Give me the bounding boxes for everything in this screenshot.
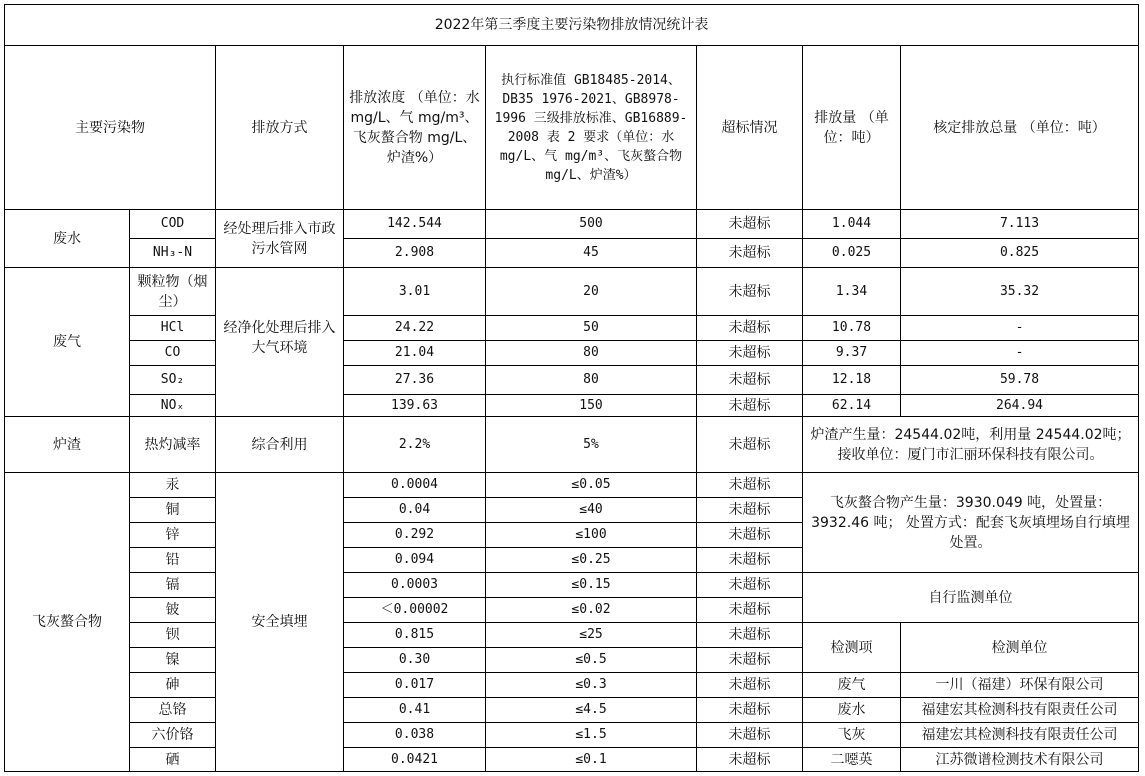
conc-cell: 0.815 — [344, 623, 486, 648]
pollutant-statistics-table — [4, 4, 1139, 772]
exceed-cell: 未超标 — [697, 523, 803, 548]
flyash-note: 飞灰螯合物产生量：3930.049 吨，处置量：3932.46 吨； 处置方式：配套飞灰填埋场自行填埋处置。 — [803, 473, 1139, 573]
amount-cell: 9.37 — [803, 341, 901, 366]
item-cell: 镍 — [130, 648, 216, 673]
std-cell: 500 — [486, 210, 697, 239]
item-cell: 砷 — [130, 673, 216, 698]
item-cell: 铍 — [130, 598, 216, 623]
total-cell: - — [901, 341, 1139, 366]
conc-cell: 0.292 — [344, 523, 486, 548]
conc-cell: 0.04 — [344, 498, 486, 523]
std-cell: 45 — [486, 239, 697, 268]
amount-cell: 10.78 — [803, 316, 901, 341]
conc-cell: ＜0.00002 — [344, 598, 486, 623]
exceed-cell: 未超标 — [697, 366, 803, 395]
item-cell: 硒 — [130, 748, 216, 772]
std-cell: ≤0.05 — [486, 473, 697, 498]
category-slag: 炉渣 — [5, 417, 130, 473]
std-cell: ≤40 — [486, 498, 697, 523]
conc-cell: 139.63 — [344, 395, 486, 417]
item-cell: 镉 — [130, 573, 216, 598]
item-cell: 六价铬 — [130, 723, 216, 748]
item-cell: 钡 — [130, 623, 216, 648]
exceed-cell: 未超标 — [697, 417, 803, 473]
conc-cell: 142.544 — [344, 210, 486, 239]
header-exceed: 超标情况 — [697, 46, 803, 210]
amount-cell: 1.34 — [803, 268, 901, 316]
slag-note: 炉渣产生量：24544.02吨，利用量 24544.02吨；接收单位：厦门市汇丽环保科技有限公司。 — [803, 417, 1139, 473]
exceed-cell: 未超标 — [697, 648, 803, 673]
method-flyash: 安全填埋 — [216, 473, 344, 772]
conc-cell: 0.41 — [344, 698, 486, 723]
category-wastewater: 废水 — [5, 210, 130, 268]
conc-cell: 0.30 — [344, 648, 486, 673]
method-slag: 综合利用 — [216, 417, 344, 473]
method-wastewater: 经处理后排入市政污水管网 — [216, 210, 344, 268]
table-row — [5, 723, 1139, 748]
category-exhaust: 废气 — [5, 268, 130, 417]
exceed-cell: 未超标 — [697, 573, 803, 598]
std-cell: ≤0.5 — [486, 648, 697, 673]
item-cell: 锌 — [130, 523, 216, 548]
header-method: 排放方式 — [216, 46, 344, 210]
table-row — [5, 623, 1139, 648]
std-cell: 80 — [486, 341, 697, 366]
method-exhaust: 经净化处理后排入大气环境 — [216, 268, 344, 417]
monitoring-unit: 江苏微谱检测技术有限公司 — [901, 748, 1139, 772]
table-row — [5, 573, 1139, 598]
exceed-cell: 未超标 — [697, 210, 803, 239]
item-cell: HCl — [130, 316, 216, 341]
exceed-cell: 未超标 — [697, 748, 803, 772]
std-cell: ≤4.5 — [486, 698, 697, 723]
conc-cell: 21.04 — [344, 341, 486, 366]
table-row — [5, 673, 1139, 698]
monitoring-unit: 一川（福建）环保有限公司 — [901, 673, 1139, 698]
table-row — [5, 395, 1139, 417]
conc-cell: 2.908 — [344, 239, 486, 268]
item-cell: 铜 — [130, 498, 216, 523]
header-pollutant: 主要污染物 — [5, 46, 216, 210]
table-row — [5, 417, 1139, 473]
exceed-cell: 未超标 — [697, 598, 803, 623]
monitoring-col-unit: 检测单位 — [901, 623, 1139, 673]
total-cell: 35.32 — [901, 268, 1139, 316]
conc-cell: 0.0004 — [344, 473, 486, 498]
header-amount: 排放量 （单位：吨） — [803, 46, 901, 210]
conc-cell: 0.0421 — [344, 748, 486, 772]
total-cell: 7.113 — [901, 210, 1139, 239]
std-cell: 5% — [486, 417, 697, 473]
total-cell: 0.825 — [901, 239, 1139, 268]
monitoring-item: 废水 — [803, 698, 901, 723]
conc-cell: 24.22 — [344, 316, 486, 341]
monitoring-col-item: 检测项 — [803, 623, 901, 673]
total-cell: 264.94 — [901, 395, 1139, 417]
table-row — [5, 366, 1139, 395]
item-cell: 热灼减率 — [130, 417, 216, 473]
exceed-cell: 未超标 — [697, 698, 803, 723]
std-cell: ≤0.15 — [486, 573, 697, 598]
conc-cell: 0.094 — [344, 548, 486, 573]
table-row — [5, 698, 1139, 723]
table-title: 2022年第三季度主要污染物排放情况统计表 — [5, 5, 1139, 46]
std-cell: ≤1.5 — [486, 723, 697, 748]
exceed-cell: 未超标 — [697, 239, 803, 268]
item-cell: 铅 — [130, 548, 216, 573]
exceed-cell: 未超标 — [697, 673, 803, 698]
amount-cell: 0.025 — [803, 239, 901, 268]
exceed-cell: 未超标 — [697, 548, 803, 573]
table-row — [5, 473, 1139, 498]
amount-cell: 62.14 — [803, 395, 901, 417]
item-cell: NH₃-N — [130, 239, 216, 268]
monitoring-unit: 福建宏其检测科技有限责任公司 — [901, 698, 1139, 723]
table-row — [5, 748, 1139, 772]
std-cell: 50 — [486, 316, 697, 341]
total-cell: 59.78 — [901, 366, 1139, 395]
monitoring-title: 自行监测单位 — [803, 573, 1139, 623]
std-cell: ≤100 — [486, 523, 697, 548]
exceed-cell: 未超标 — [697, 498, 803, 523]
item-cell: COD — [130, 210, 216, 239]
std-cell: ≤0.25 — [486, 548, 697, 573]
header-concentration: 排放浓度 （单位：水 mg/L、气 mg/m³、飞灰螯合物 mg/L、炉渣%） — [344, 46, 486, 210]
conc-cell: 0.017 — [344, 673, 486, 698]
exceed-cell: 未超标 — [697, 723, 803, 748]
item-cell: 总铬 — [130, 698, 216, 723]
header-standard: 执行标准值 GB18485-2014、DB35 1976-2021、GB8978-1996 三级排放标准、GB16889-2008 表 2 要求（单位：水 mg/L、气 mg/m³、飞灰螯合物 mg/L、炉渣%） — [486, 46, 697, 210]
exceed-cell: 未超标 — [697, 623, 803, 648]
amount-cell: 12.18 — [803, 366, 901, 395]
monitoring-item: 飞灰 — [803, 723, 901, 748]
std-cell: ≤0.02 — [486, 598, 697, 623]
exceed-cell: 未超标 — [697, 395, 803, 417]
std-cell: ≤0.1 — [486, 748, 697, 772]
table-row — [5, 210, 1139, 239]
item-cell: 颗粒物（烟尘） — [130, 268, 216, 316]
item-cell: CO — [130, 341, 216, 366]
std-cell: 80 — [486, 366, 697, 395]
table-row — [5, 268, 1139, 316]
std-cell: ≤25 — [486, 623, 697, 648]
exceed-cell: 未超标 — [697, 268, 803, 316]
monitoring-unit: 福建宏其检测科技有限责任公司 — [901, 723, 1139, 748]
std-cell: 150 — [486, 395, 697, 417]
item-cell: 汞 — [130, 473, 216, 498]
item-cell: NOₓ — [130, 395, 216, 417]
monitoring-item: 二噁英 — [803, 748, 901, 772]
amount-cell: 1.044 — [803, 210, 901, 239]
item-cell: SO₂ — [130, 366, 216, 395]
category-flyash: 飞灰螯合物 — [5, 473, 130, 772]
monitoring-item: 废气 — [803, 673, 901, 698]
table-row — [5, 341, 1139, 366]
conc-cell: 2.2% — [344, 417, 486, 473]
conc-cell: 3.01 — [344, 268, 486, 316]
table-row — [5, 239, 1139, 268]
exceed-cell: 未超标 — [697, 316, 803, 341]
conc-cell: 0.0003 — [344, 573, 486, 598]
std-cell: 20 — [486, 268, 697, 316]
total-cell: - — [901, 316, 1139, 341]
exceed-cell: 未超标 — [697, 473, 803, 498]
exceed-cell: 未超标 — [697, 341, 803, 366]
std-cell: ≤0.3 — [486, 673, 697, 698]
conc-cell: 0.038 — [344, 723, 486, 748]
conc-cell: 27.36 — [344, 366, 486, 395]
header-total: 核定排放总量 （单位：吨） — [901, 46, 1139, 210]
table-row — [5, 316, 1139, 341]
